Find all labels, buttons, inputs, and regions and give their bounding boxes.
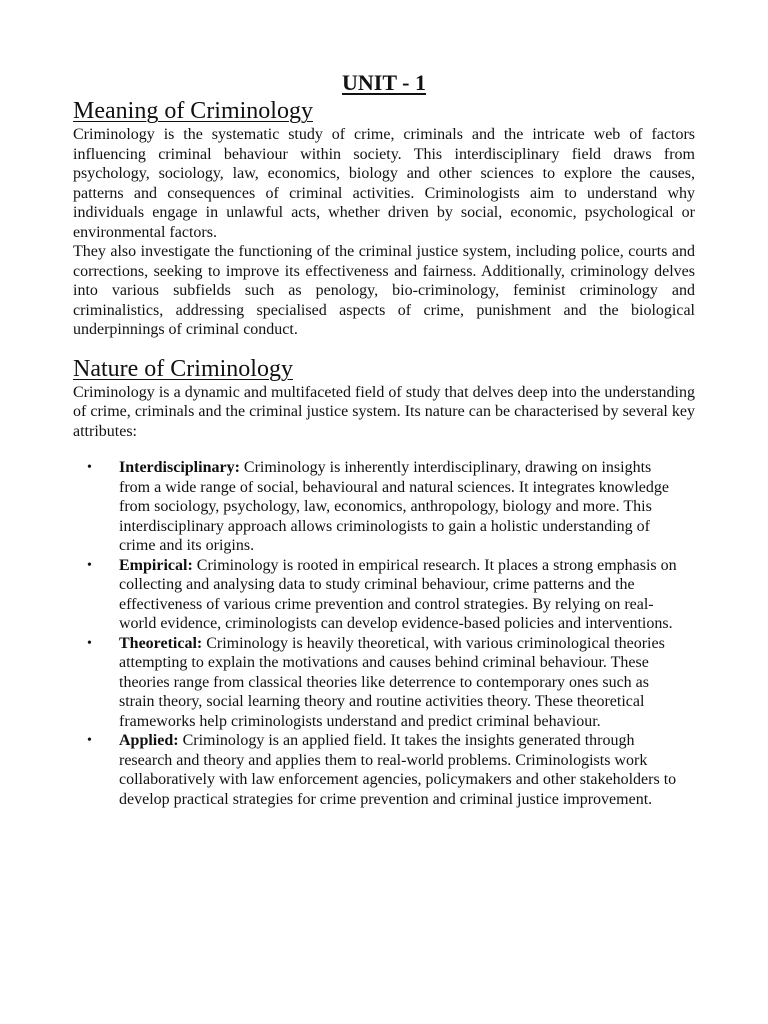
attribute-text: Criminology is an applied field. It takes the insights generated through research and theory and applies them to real-world problems. Criminologists work collaboratively with law enforcement agencies, policymakers and other stakeholders to develop practical strategies for crime prevention and criminal justice improvement.: [119, 732, 677, 808]
list-item-empirical: [73, 556, 678, 634]
attribute-term: Theoretical:: [119, 634, 203, 652]
list-item-applied: [73, 731, 678, 809]
attribute-text: Criminology is heavily theoretical, with various criminological theories attempting to explain the motivations and causes behind criminal behaviour. These theories range from classical theories like deterrence to contemporary ones such as strain theory, social learning theory and routine activities theory. These theoretical frameworks help criminologists understand and predict criminal behaviour.: [119, 634, 665, 730]
list-item-theoretical: [73, 634, 678, 732]
attribute-text: Criminology is inherently interdisciplinary, drawing on insights from a wide range of social, behavioural and natural sciences. It integrates knowledge from sociology, psychology, law, economics, anthropology, biology and more. This interdisciplinary approach allows criminologists to gain a holistic understanding of crime and its origins.: [119, 459, 670, 554]
attributes-list: [73, 458, 678, 809]
attribute-term: Applied:: [119, 732, 179, 749]
bullet-icon: •: [87, 635, 92, 651]
nature-intro-paragraph: Criminology is a dynamic and multifaceted field of study that delves deep into the understanding of crime, criminals and the criminal justice system. Its nature can be characterised by several key attributes:: [73, 383, 695, 440]
document-page: [73, 70, 695, 809]
bullet-icon: •: [87, 733, 92, 748]
attribute-text: Criminology is rooted in empirical research. It places a strong emphasis on collecting and analysing data to study criminal behaviour, crime patterns and the effectiveness of various crime prevention and control strategies. By relying on real-world evidence, criminologists can develop evidence-based policies and interventions.: [119, 556, 677, 632]
bullet-icon: •: [87, 557, 92, 573]
bullet-icon: •: [87, 460, 92, 475]
list-item-interdisciplinary: [73, 458, 678, 556]
meaning-paragraph-1: Criminology is the systematic study of crime, criminals and the intricate web of factors influencing criminal behaviour within society. This interdisciplinary field draws from psychology, sociology, law, economics, biology and other sciences to explore the causes, patterns and consequences of criminal activities. Criminologists aim to understand why individuals engage in unlawful acts, whether driven by social, economic, psychological or environmental factors.: [73, 126, 695, 241]
heading-nature-of-criminology: Nature of Criminology: [73, 355, 293, 382]
unit-title: UNIT - 1: [342, 70, 426, 95]
meaning-paragraph-2: They also investigate the functioning of the criminal justice system, including police, courts and corrections, seeking to improve its effectiveness and fairness. Additionally, criminology delves into various subfields such as penology, bio-criminology, feminist criminology and criminalistics, addressing specialised aspects of crime, punishment and the biological underpinnings of criminal conduct.: [73, 243, 695, 338]
attribute-term: Empirical:: [119, 556, 193, 574]
heading-meaning-of-criminology: Meaning of Criminology: [73, 98, 313, 124]
attribute-term: Interdisciplinary:: [119, 459, 240, 476]
